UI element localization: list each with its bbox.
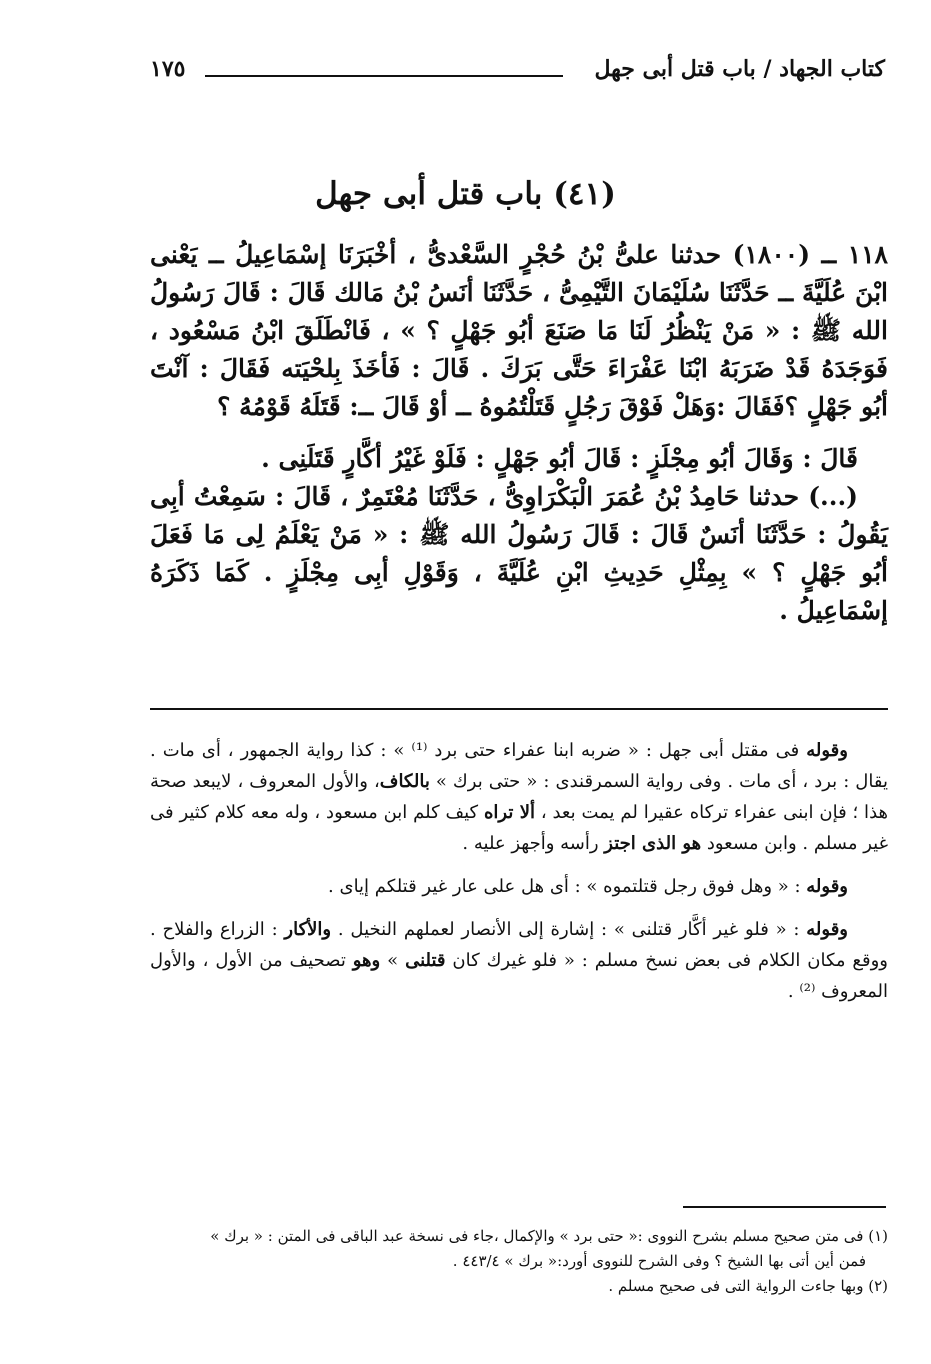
commentary-text: : « وهل فوق رجل قتلتموه » : أى هل على عار غير قتلكم إياى . (328, 876, 807, 897)
commentary-paragraph-2 (150, 871, 888, 902)
page-number: ١٧٥ (150, 56, 186, 82)
commentary-lead: وقوله (806, 740, 848, 761)
commentary-text: : « فلو غير أكَّار قتلنى » : إشارة إلى الأنصار لعملهم النخيل . (331, 919, 807, 940)
commentary-bold: والأكار (284, 919, 332, 940)
commentary-paragraph-3 (150, 914, 888, 1007)
footnote-1-continuation: فمن أين أتى بها الشيخ ؟ وفى الشرح للنووى أورد:« برك » ٤٤٣/٤ . (452, 1252, 866, 1270)
commentary-bold: بالكاف (379, 771, 430, 792)
header-rule (205, 75, 563, 77)
commentary-divider (150, 708, 888, 710)
commentary-text: فى مقتل أبى جهل : « ضربه ابنا عفراء حتى برد ⁽¹⁾ » : كذا رواية الجمهور ، أى مات . يقال : برد ، أى مات . وفى رواية السمرقندى : « حتى برك » (150, 740, 888, 792)
commentary (150, 735, 888, 1019)
commentary-bold: وهو (352, 950, 381, 971)
hadith-paragraph-2: قَالَ : وَقَالَ أبُو مِجْلَزٍ : قَالَ أبُو جَهْلٍ : فَلَوْ غَيْرُ أكَّارٍ قَتَلَنِى . (261, 444, 858, 473)
commentary-lead: وقوله (806, 919, 848, 940)
commentary-bold: قتلنى (405, 950, 446, 971)
commentary-bold: هو الذى اجتز (604, 833, 702, 854)
footnote-1: (١) فى متن صحيح مسلم بشرح النووى :« حتى برد » والإكمال ،جاء فى نسخة عبد الباقى فى المتن : « برك » (210, 1227, 888, 1245)
commentary-lead: وقوله (806, 876, 848, 897)
footnote-divider (683, 1206, 886, 1208)
running-header (150, 56, 885, 96)
commentary-text: رأسه وأجهز عليه . (462, 833, 605, 854)
footnotes (150, 1224, 888, 1299)
hadith-text (150, 236, 888, 630)
commentary-text: : الزراع والفلاح . ووقع مكان الكلام فى بعض نسخ مسلم : « فلو غيرك كان (150, 919, 888, 971)
commentary-text: » (380, 950, 406, 971)
commentary-bold: ألا تراه (483, 802, 535, 823)
hadith-paragraph-1: ١١٨ ــ (١٨٠٠) حدثنا علىُّ بْنُ حُجْرٍ السَّعْدىُّ ، أخْبَرَنَا إسْمَاعِيلُ ــ يَعْنى ابْنَ عُلَيَّةَ ــ حَدَّثَنَا سُلَيْمَانَ التَّيْمِىُّ ، حَدَّثَنَا أنَسُ بْنُ مَالك قَالَ : قَالَ رَسُولُ الله ﷺ : « مَنْ يَنْظُرُ لَنَا مَا صَنَعَ أبُو جَهْلٍ ؟ » ، فَانْطَلَقَ ابْنُ مَسْعُود ، فَوَجَدَهُ قَدْ ضَرَبَهُ ابْنَا عَفْرَاءَ حَتَّى بَرَكَ . قَالَ : فَأخَذَ بِلحْيَته فَقَالَ : آنْتَ أبُو جَهْلٍ ؟فَقَالَ :وَهَلْ فَوْقَ رَجُلٍ قَتَلْتُمُوهُ ــ أوْ قَالَ ــ: قَتَلَهُ قَوْمُهُ ؟ (150, 240, 888, 421)
footnote-2: (٢) وبها جاءت الرواية التى فى صحيح مسلم . (608, 1277, 888, 1295)
header-title: كتاب الجهاد / باب قتل أبى جهل (594, 56, 885, 82)
commentary-text: ، والأول المعروف ، لايبعد صحة هذا ؛ فإن ابنى عفراء تركاه عقيرا لم يمت بعد ، (150, 771, 889, 823)
commentary-text: كيف كلم ابن مسعود ، وله معه كلام كثير فى غير مسلم . وابن مسعود (150, 802, 888, 854)
commentary-paragraph-1 (150, 735, 888, 859)
chapter-title: (٤١) باب قتل أبى جهل (315, 176, 616, 212)
commentary-text: تصحيف من الأول ، والأول المعروف ⁽²⁾ . (150, 950, 888, 1002)
hadith-paragraph-3: (...) حدثنا حَامِدُ بْنُ عُمَرَ الْبَكْرَاوِىُّ ، حَدَّثَنَا مُعْتَمِرٌ ، قَالَ : سَمِعْتُ أبِى يَقُولُ : حَدَّثَنَا أنَسٌ قَالَ : قَالَ رَسُولُ الله ﷺ : « مَنْ يَعْلَمُ لِى مَا فَعَلَ أبُو جَهْلٍ ؟ » بِمِثْلِ حَدِيثِ ابْنِ عُلَيَّةَ ، وَقَوْلِ أبِى مِجْلَزٍ . كَمَا ذَكَرَهُ إسْمَاعِيلُ . (150, 482, 888, 625)
